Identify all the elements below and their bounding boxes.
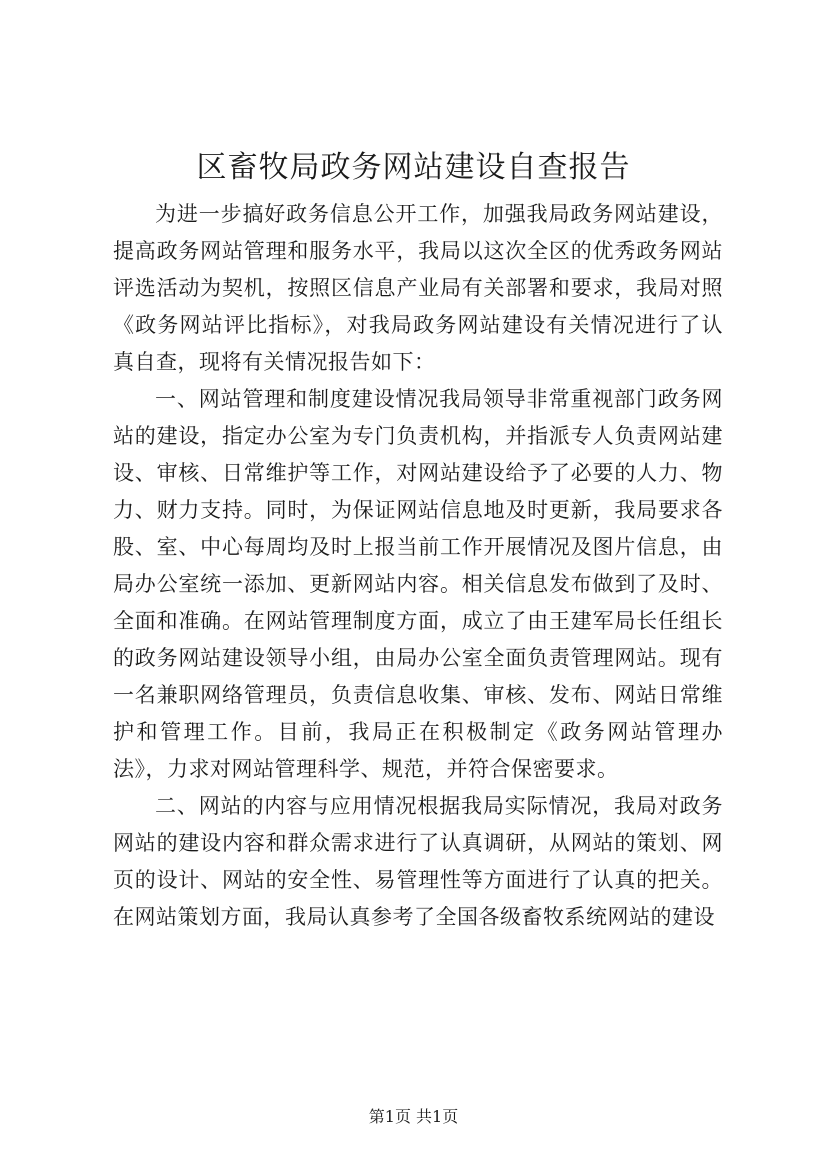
paragraph-intro: 为进一步搞好政务信息公开工作，加强我局政务网站建设，提高政务网站管理和服务水平，我局以这次全区的优秀政务网站评选活动为契机，按照区信息产业局有关部署和要求，我局对照《政务网站评比指标》，对我局政务网站建设有关情况进行了认真自查，现将有关情况报告如下： [113, 202, 723, 374]
paragraph-section-2: 二、网站的内容与应用情况根据我局实际情况，我局对政务网站的建设内容和群众需求进行了认真调研，从网站的策划、网页的设计、网站的安全性、易管理性等方面进行了认真的把关。在网站策划方面，我局认真参考了全国各级畜牧系统网站的建设 [113, 794, 723, 929]
page-title: 区畜牧局政务网站建设自查报告 [196, 150, 631, 185]
page-footer: 第1页 共1页 [368, 1107, 459, 1126]
paragraph-section-1: 一、网站管理和制度建设情况我局领导非常重视部门政务网站的建设，指定办公室为专门负责机构，并指派专人负责网站建设、审核、日常维护等工作，对网站建设给予了必要的人力、物力、财力支持。同时，为保证网站信息地及时更新，我局要求各股、室、中心每周均及时上报当前工作开展情况及图片信息，由局办公室统一添加、更新网站内容。相关信息发布做到了及时、全面和准确。在网站管理制度方面，成立了由王建军局长任组长的政务网站建设领导小组，由局办公室全面负责管理网站。现有一名兼职网络管理员，负责信息收集、审核、发布、网站日常维护和管理工作。目前，我局正在积极制定《政务网站管理办法》，力求对网站管理科学、规范，并符合保密要求。 [113, 387, 723, 781]
document-body [113, 196, 723, 936]
